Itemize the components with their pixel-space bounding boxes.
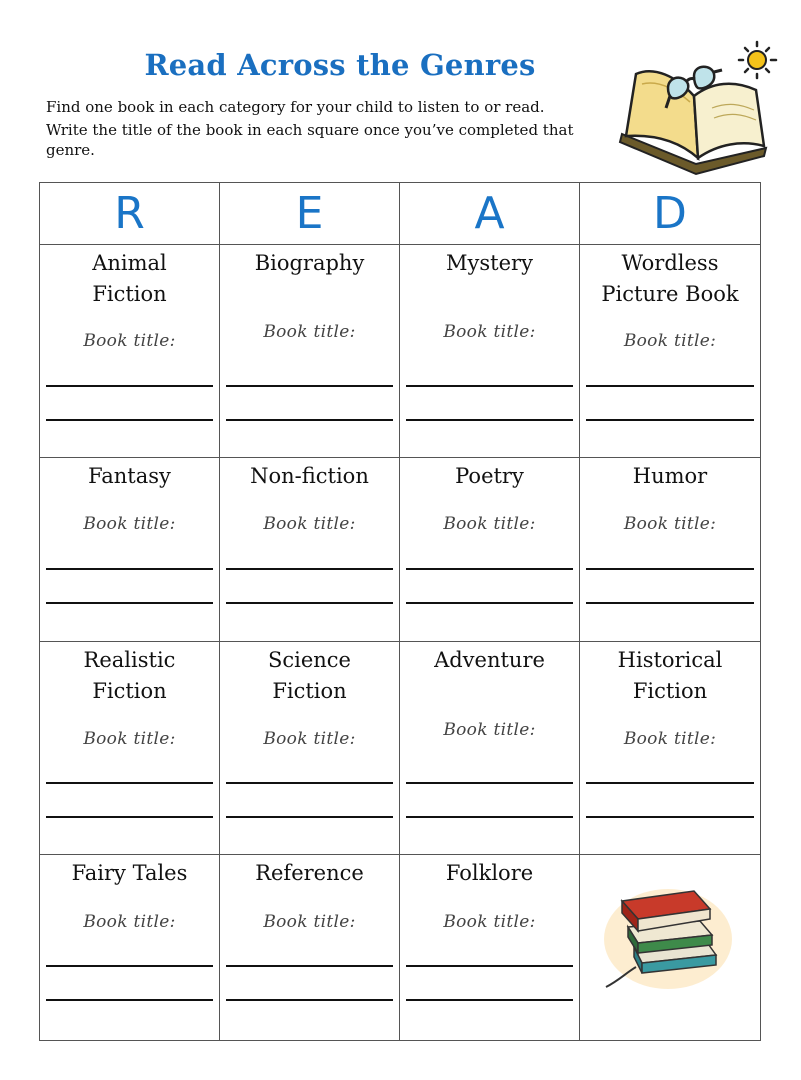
book-title-line-1[interactable] (586, 568, 754, 570)
genre-name: Fairy Tales (71, 861, 188, 885)
book-title-line-2[interactable] (226, 602, 393, 604)
book-title-line-2[interactable] (406, 419, 573, 421)
book-title-line-2[interactable] (586, 602, 754, 604)
book-title-line-2[interactable] (46, 419, 213, 421)
letter-d: D (653, 188, 687, 239)
genre-cell-animal-fiction (40, 245, 220, 458)
genre-cell-biography (220, 245, 400, 458)
genre-name: Animal Fiction (92, 251, 167, 306)
book-title-line-2[interactable] (406, 602, 573, 604)
book-title-line-1[interactable] (46, 385, 213, 387)
book-title-label: Book title: (263, 322, 356, 342)
genre-name: Historical Fiction (617, 648, 723, 703)
genre-cell-fantasy (40, 458, 220, 642)
genre-cell-folklore (400, 855, 580, 1041)
genre-name: Poetry (455, 464, 524, 488)
letter-r: R (114, 188, 145, 239)
genre-row-2 (40, 458, 761, 642)
genre-name: Adventure (434, 648, 545, 672)
genre-cell-humor (580, 458, 761, 642)
open-book-with-glasses-and-sun-icon (614, 38, 794, 178)
book-title-line-2[interactable] (226, 419, 393, 421)
genre-cell-historical-fiction (580, 642, 761, 855)
book-title-line-1[interactable] (586, 385, 754, 387)
page-title: Read Across the Genres (144, 48, 536, 82)
genre-name: Non-fiction (250, 464, 369, 488)
genre-row-4 (40, 855, 761, 1041)
letter-e: E (295, 188, 324, 239)
book-title-label: Book title: (443, 514, 536, 534)
sun-icon (739, 42, 776, 78)
genre-cell-mystery (400, 245, 580, 458)
book-title-line-2[interactable] (586, 419, 754, 421)
book-title-line-2[interactable] (46, 999, 213, 1001)
book-title-line-1[interactable] (226, 568, 393, 570)
book-title-line-1[interactable] (226, 385, 393, 387)
book-title-line-1[interactable] (586, 782, 754, 784)
genre-grid (39, 182, 761, 1041)
genre-cell-wordless-picture-book (580, 245, 761, 458)
book-title-line-2[interactable] (46, 816, 213, 818)
book-title-line-2[interactable] (226, 999, 393, 1001)
book-title-label: Book title: (443, 322, 536, 342)
book-title-label: Book title: (623, 514, 717, 534)
book-title-line-2[interactable] (46, 602, 213, 604)
book-title-label: Book title: (83, 912, 176, 932)
letter-a: A (474, 188, 505, 239)
genre-cell-decorative (580, 855, 761, 1041)
book-title-label: Book title: (263, 912, 356, 932)
genre-name: Science Fiction (267, 648, 351, 703)
book-title-label: Book title: (623, 331, 717, 351)
letter-cell-r (40, 183, 220, 245)
genre-name: Humor (632, 464, 708, 488)
genre-name: Reference (255, 861, 364, 885)
book-title-line-2[interactable] (226, 816, 393, 818)
book-title-line-1[interactable] (406, 568, 573, 570)
genre-row-1 (40, 245, 761, 458)
book-title-label: Book title: (623, 729, 717, 749)
genre-name: Wordless Picture Book (601, 251, 739, 306)
genre-cell-reference (220, 855, 400, 1041)
genre-name: Mystery (446, 251, 533, 275)
book-title-label: Book title: (83, 514, 176, 534)
genre-cell-non-fiction (220, 458, 400, 642)
book-title-line-1[interactable] (46, 782, 213, 784)
book-title-line-1[interactable] (406, 782, 573, 784)
book-title-line-2[interactable] (406, 816, 573, 818)
genre-name: Biography (254, 251, 365, 275)
book-title-line-1[interactable] (46, 568, 213, 570)
book-title-label: Book title: (83, 729, 176, 749)
book-title-label: Book title: (83, 331, 176, 351)
instruction-line-2: Write the title of the book in each square once you’ve completed that genre. (46, 121, 574, 159)
book-title-line-1[interactable] (226, 965, 393, 967)
genre-name: Fantasy (88, 464, 171, 488)
genre-name: Realistic Fiction (83, 648, 176, 703)
genre-cell-realistic-fiction (40, 642, 220, 855)
letter-cell-d (580, 183, 761, 245)
book-title-line-2[interactable] (586, 816, 754, 818)
book-title-label: Book title: (263, 514, 356, 534)
genre-cell-poetry (400, 458, 580, 642)
letter-cell-a (400, 183, 580, 245)
book-title-line-1[interactable] (406, 965, 573, 967)
book-stack-icon (598, 869, 738, 999)
book-title-label: Book title: (443, 720, 536, 740)
book-title-line-1[interactable] (46, 965, 213, 967)
book-title-line-1[interactable] (406, 385, 573, 387)
genre-name: Folklore (445, 861, 534, 885)
genre-cell-fairy-tales (40, 855, 220, 1041)
letter-cell-e (220, 183, 400, 245)
genre-row-3 (40, 642, 761, 855)
book-title-line-1[interactable] (226, 782, 393, 784)
instruction-line-1: Find one book in each category for your child to listen to or read. (46, 98, 545, 116)
genre-cell-science-fiction (220, 642, 400, 855)
letter-header-row (40, 183, 761, 245)
book-title-label: Book title: (443, 912, 536, 932)
book-title-label: Book title: (263, 729, 356, 749)
book-title-line-2[interactable] (406, 999, 573, 1001)
genre-cell-adventure (400, 642, 580, 855)
